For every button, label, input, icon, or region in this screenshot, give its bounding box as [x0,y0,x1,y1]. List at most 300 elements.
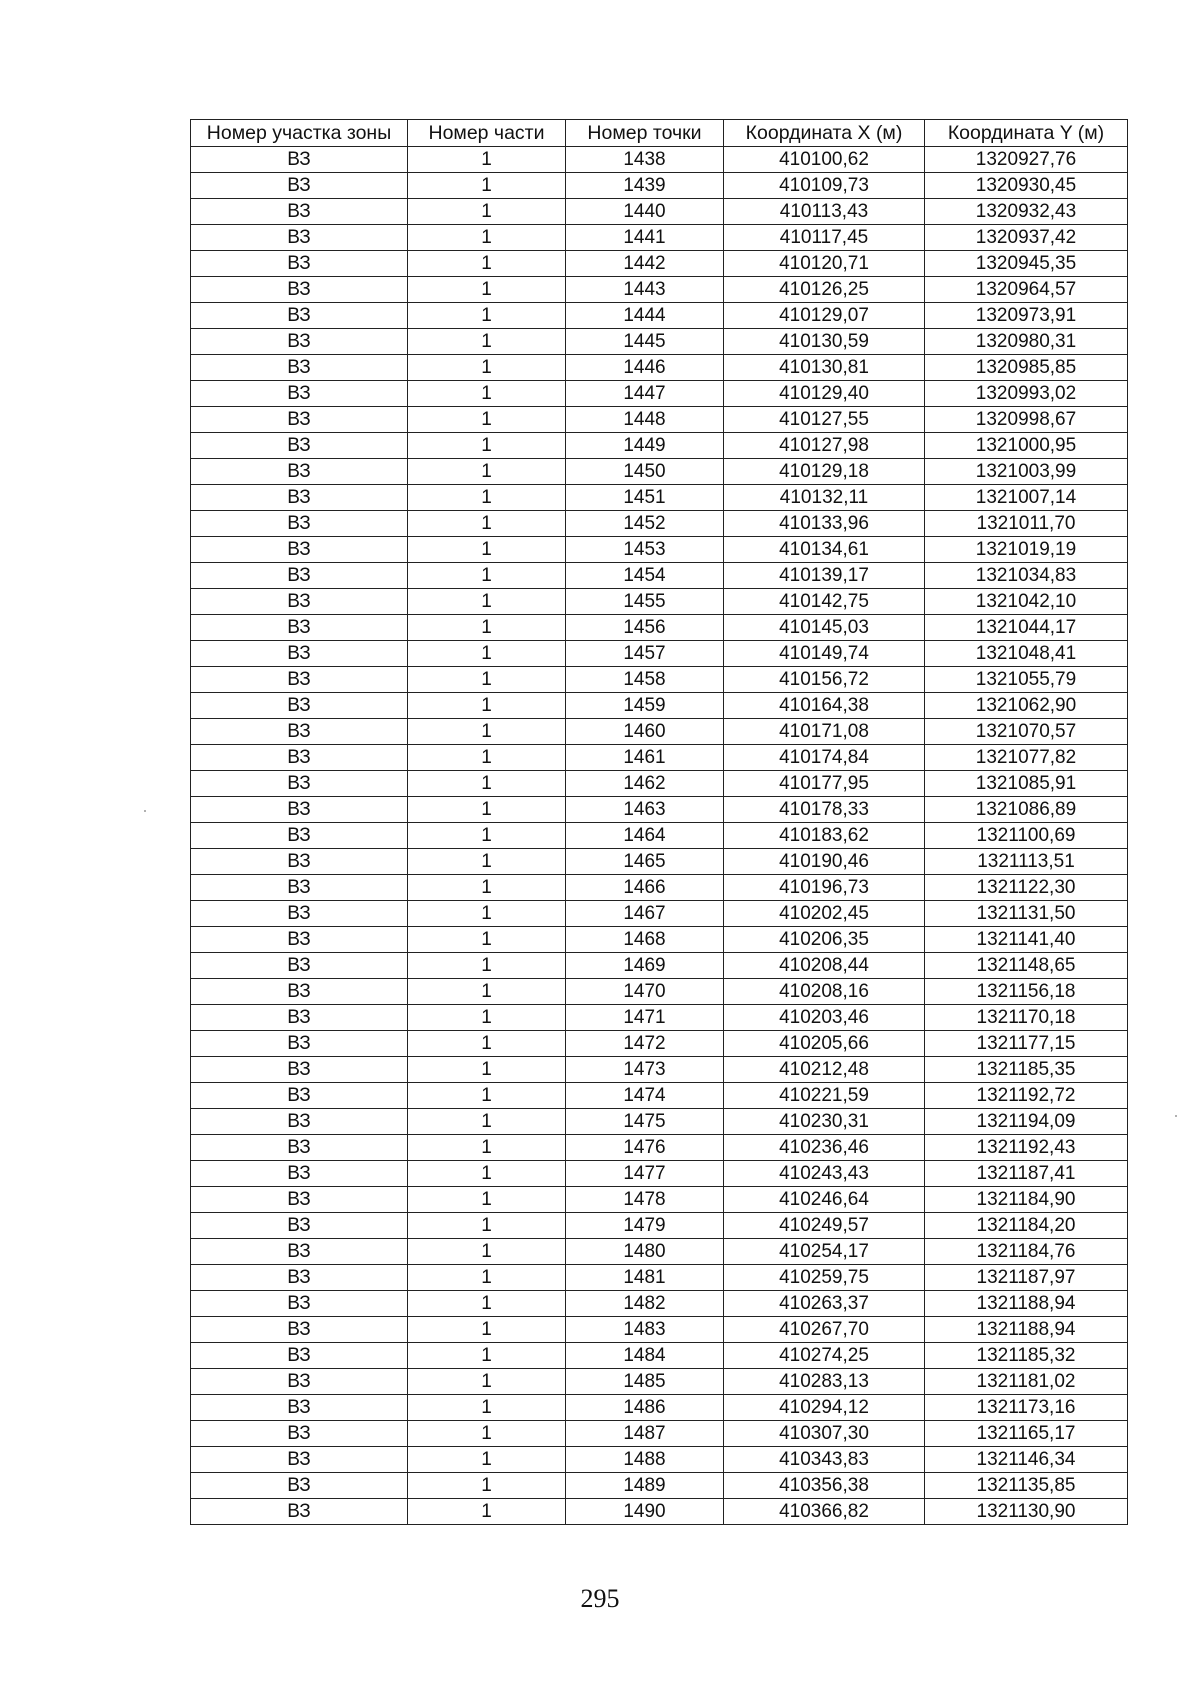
cell-zone-section: ВЗ [191,1005,408,1031]
cell-coordinate-y: 1320930,45 [925,173,1128,199]
coordinates-table [190,119,1128,1525]
cell-zone-section: ВЗ [191,1473,408,1499]
cell-part-number: 1 [408,1421,566,1447]
cell-zone-section: ВЗ [191,745,408,771]
table-row [191,823,1128,849]
cell-point-number: 1447 [566,381,724,407]
cell-coordinate-x: 410205,66 [724,1031,925,1057]
cell-point-number: 1460 [566,719,724,745]
table-row [191,1369,1128,1395]
cell-part-number: 1 [408,901,566,927]
cell-point-number: 1454 [566,563,724,589]
cell-part-number: 1 [408,329,566,355]
header-coordinate-x: Координата X (м) [724,120,925,147]
cell-coordinate-x: 410203,46 [724,1005,925,1031]
table-row [191,1239,1128,1265]
cell-zone-section: ВЗ [191,719,408,745]
cell-coordinate-y: 1321062,90 [925,693,1128,719]
cell-part-number: 1 [408,875,566,901]
cell-coordinate-x: 410142,75 [724,589,925,615]
cell-point-number: 1458 [566,667,724,693]
scan-speck [144,810,146,812]
cell-point-number: 1473 [566,1057,724,1083]
cell-zone-section: ВЗ [191,979,408,1005]
cell-coordinate-x: 410164,38 [724,693,925,719]
cell-coordinate-x: 410230,31 [724,1109,925,1135]
cell-zone-section: ВЗ [191,901,408,927]
header-coordinate-y: Координата Y (м) [925,120,1128,147]
cell-coordinate-y: 1321188,94 [925,1291,1128,1317]
cell-zone-section: ВЗ [191,1109,408,1135]
table-row [191,1421,1128,1447]
cell-part-number: 1 [408,797,566,823]
cell-coordinate-x: 410145,03 [724,615,925,641]
table-row [191,329,1128,355]
cell-coordinate-x: 410283,13 [724,1369,925,1395]
table-row [191,901,1128,927]
cell-zone-section: ВЗ [191,1369,408,1395]
cell-zone-section: ВЗ [191,1265,408,1291]
cell-point-number: 1451 [566,485,724,511]
cell-zone-section: ВЗ [191,1317,408,1343]
cell-coordinate-y: 1321007,14 [925,485,1128,511]
scan-speck [1175,1115,1177,1117]
cell-coordinate-x: 410249,57 [724,1213,925,1239]
cell-coordinate-y: 1321086,89 [925,797,1128,823]
cell-coordinate-y: 1321113,51 [925,849,1128,875]
cell-zone-section: ВЗ [191,537,408,563]
table-row [191,979,1128,1005]
cell-part-number: 1 [408,199,566,225]
cell-part-number: 1 [408,563,566,589]
cell-zone-section: ВЗ [191,1135,408,1161]
cell-zone-section: ВЗ [191,251,408,277]
cell-coordinate-y: 1321000,95 [925,433,1128,459]
cell-coordinate-x: 410202,45 [724,901,925,927]
cell-zone-section: ВЗ [191,303,408,329]
cell-part-number: 1 [408,641,566,667]
table-row [191,1031,1128,1057]
cell-coordinate-x: 410127,55 [724,407,925,433]
cell-point-number: 1453 [566,537,724,563]
cell-point-number: 1456 [566,615,724,641]
cell-coordinate-x: 410263,37 [724,1291,925,1317]
cell-coordinate-y: 1320993,02 [925,381,1128,407]
cell-zone-section: ВЗ [191,953,408,979]
table-header [191,120,1128,147]
table-row [191,277,1128,303]
cell-coordinate-x: 410274,25 [724,1343,925,1369]
table-row [191,511,1128,537]
cell-point-number: 1489 [566,1473,724,1499]
cell-part-number: 1 [408,277,566,303]
cell-coordinate-y: 1320927,76 [925,147,1128,173]
cell-part-number: 1 [408,1161,566,1187]
table-row [191,199,1128,225]
cell-part-number: 1 [408,667,566,693]
table-row [191,1343,1128,1369]
cell-coordinate-x: 410129,07 [724,303,925,329]
cell-part-number: 1 [408,1057,566,1083]
cell-zone-section: ВЗ [191,771,408,797]
table-row [191,1083,1128,1109]
cell-point-number: 1443 [566,277,724,303]
cell-coordinate-y: 1321192,43 [925,1135,1128,1161]
table-row [191,147,1128,173]
cell-part-number: 1 [408,303,566,329]
cell-point-number: 1486 [566,1395,724,1421]
cell-part-number: 1 [408,979,566,1005]
cell-coordinate-y: 1321122,30 [925,875,1128,901]
table-row [191,433,1128,459]
cell-point-number: 1484 [566,1343,724,1369]
header-row [191,120,1128,147]
cell-part-number: 1 [408,1395,566,1421]
cell-coordinate-x: 410236,46 [724,1135,925,1161]
cell-zone-section: ВЗ [191,615,408,641]
cell-part-number: 1 [408,823,566,849]
cell-point-number: 1465 [566,849,724,875]
table-row [191,355,1128,381]
cell-zone-section: ВЗ [191,1031,408,1057]
cell-coordinate-y: 1320980,31 [925,329,1128,355]
cell-coordinate-y: 1321187,41 [925,1161,1128,1187]
cell-zone-section: ВЗ [191,459,408,485]
cell-coordinate-x: 410129,18 [724,459,925,485]
cell-coordinate-y: 1321085,91 [925,771,1128,797]
table-row [191,1473,1128,1499]
cell-zone-section: ВЗ [191,485,408,511]
header-zone-section: Номер участка зоны [191,120,408,147]
cell-coordinate-x: 410130,81 [724,355,925,381]
table-row [191,641,1128,667]
cell-part-number: 1 [408,381,566,407]
table-row [191,537,1128,563]
cell-part-number: 1 [408,1005,566,1031]
cell-point-number: 1490 [566,1499,724,1525]
cell-part-number: 1 [408,1187,566,1213]
cell-point-number: 1455 [566,589,724,615]
cell-coordinate-x: 410109,73 [724,173,925,199]
cell-zone-section: ВЗ [191,641,408,667]
cell-zone-section: ВЗ [191,1343,408,1369]
cell-coordinate-y: 1321165,17 [925,1421,1128,1447]
cell-coordinate-y: 1321148,65 [925,953,1128,979]
cell-coordinate-x: 410267,70 [724,1317,925,1343]
cell-part-number: 1 [408,1343,566,1369]
cell-point-number: 1481 [566,1265,724,1291]
table-row [191,1447,1128,1473]
table-row [191,1265,1128,1291]
cell-coordinate-y: 1321034,83 [925,563,1128,589]
cell-zone-section: ВЗ [191,277,408,303]
cell-zone-section: ВЗ [191,875,408,901]
cell-coordinate-y: 1321019,19 [925,537,1128,563]
cell-part-number: 1 [408,589,566,615]
cell-coordinate-x: 410307,30 [724,1421,925,1447]
cell-point-number: 1478 [566,1187,724,1213]
cell-coordinate-y: 1321011,70 [925,511,1128,537]
cell-coordinate-x: 410183,62 [724,823,925,849]
cell-zone-section: ВЗ [191,823,408,849]
cell-part-number: 1 [408,173,566,199]
table-row [191,693,1128,719]
table-row [191,1395,1128,1421]
cell-coordinate-x: 410139,17 [724,563,925,589]
table-row [191,173,1128,199]
cell-point-number: 1469 [566,953,724,979]
cell-coordinate-x: 410254,17 [724,1239,925,1265]
cell-coordinate-y: 1321100,69 [925,823,1128,849]
cell-zone-section: ВЗ [191,225,408,251]
cell-zone-section: ВЗ [191,1083,408,1109]
cell-zone-section: ВЗ [191,563,408,589]
cell-coordinate-y: 1321188,94 [925,1317,1128,1343]
cell-coordinate-y: 1321156,18 [925,979,1128,1005]
cell-coordinate-x: 410243,43 [724,1161,925,1187]
table-row [191,745,1128,771]
table-row [191,719,1128,745]
page-number: 295 [580,1584,620,1613]
cell-coordinate-x: 410366,82 [724,1499,925,1525]
table-row [191,1317,1128,1343]
cell-zone-section: ВЗ [191,1187,408,1213]
cell-point-number: 1482 [566,1291,724,1317]
cell-point-number: 1449 [566,433,724,459]
cell-zone-section: ВЗ [191,1161,408,1187]
cell-zone-section: ВЗ [191,797,408,823]
table-row [191,953,1128,979]
cell-coordinate-x: 410190,46 [724,849,925,875]
cell-coordinate-y: 1321042,10 [925,589,1128,615]
cell-coordinate-x: 410208,44 [724,953,925,979]
cell-coordinate-x: 410134,61 [724,537,925,563]
table-row [191,1135,1128,1161]
cell-part-number: 1 [408,1083,566,1109]
cell-point-number: 1485 [566,1369,724,1395]
cell-zone-section: ВЗ [191,407,408,433]
cell-zone-section: ВЗ [191,199,408,225]
cell-point-number: 1468 [566,927,724,953]
cell-coordinate-x: 410149,74 [724,641,925,667]
cell-coordinate-x: 410133,96 [724,511,925,537]
cell-point-number: 1461 [566,745,724,771]
table-row [191,1187,1128,1213]
cell-part-number: 1 [408,849,566,875]
cell-point-number: 1476 [566,1135,724,1161]
cell-coordinate-x: 410356,38 [724,1473,925,1499]
cell-zone-section: ВЗ [191,1213,408,1239]
cell-part-number: 1 [408,745,566,771]
cell-point-number: 1440 [566,199,724,225]
cell-coordinate-y: 1321192,72 [925,1083,1128,1109]
cell-zone-section: ВЗ [191,1395,408,1421]
cell-coordinate-x: 410246,64 [724,1187,925,1213]
cell-point-number: 1452 [566,511,724,537]
table-row [191,875,1128,901]
table-row [191,485,1128,511]
cell-zone-section: ВЗ [191,849,408,875]
cell-coordinate-x: 410117,45 [724,225,925,251]
cell-part-number: 1 [408,355,566,381]
cell-part-number: 1 [408,693,566,719]
cell-coordinate-x: 410129,40 [724,381,925,407]
cell-point-number: 1467 [566,901,724,927]
cell-coordinate-y: 1320945,35 [925,251,1128,277]
cell-coordinate-x: 410100,62 [724,147,925,173]
table-row [191,407,1128,433]
cell-point-number: 1477 [566,1161,724,1187]
cell-coordinate-y: 1321185,35 [925,1057,1128,1083]
table-row [191,381,1128,407]
cell-coordinate-x: 410208,16 [724,979,925,1005]
cell-point-number: 1479 [566,1213,724,1239]
table-row [191,251,1128,277]
table-row [191,1499,1128,1525]
cell-zone-section: ВЗ [191,667,408,693]
cell-part-number: 1 [408,251,566,277]
cell-coordinate-y: 1321184,90 [925,1187,1128,1213]
cell-coordinate-x: 410196,73 [724,875,925,901]
cell-part-number: 1 [408,1213,566,1239]
cell-part-number: 1 [408,1265,566,1291]
table-row [191,563,1128,589]
table-row [191,667,1128,693]
cell-point-number: 1470 [566,979,724,1005]
cell-point-number: 1463 [566,797,724,823]
cell-part-number: 1 [408,459,566,485]
cell-part-number: 1 [408,1317,566,1343]
cell-zone-section: ВЗ [191,589,408,615]
cell-zone-section: ВЗ [191,173,408,199]
cell-coordinate-y: 1321077,82 [925,745,1128,771]
cell-zone-section: ВЗ [191,433,408,459]
cell-point-number: 1446 [566,355,724,381]
cell-zone-section: ВЗ [191,355,408,381]
cell-point-number: 1472 [566,1031,724,1057]
cell-coordinate-x: 410294,12 [724,1395,925,1421]
table-row [191,589,1128,615]
table-row [191,771,1128,797]
cell-point-number: 1480 [566,1239,724,1265]
table-row [191,797,1128,823]
cell-part-number: 1 [408,537,566,563]
cell-coordinate-x: 410113,43 [724,199,925,225]
cell-part-number: 1 [408,927,566,953]
cell-zone-section: ВЗ [191,147,408,173]
cell-zone-section: ВЗ [191,693,408,719]
cell-zone-section: ВЗ [191,329,408,355]
cell-part-number: 1 [408,1499,566,1525]
cell-zone-section: ВЗ [191,1239,408,1265]
cell-coordinate-y: 1321048,41 [925,641,1128,667]
cell-coordinate-x: 410132,11 [724,485,925,511]
cell-coordinate-x: 410221,59 [724,1083,925,1109]
cell-point-number: 1441 [566,225,724,251]
cell-point-number: 1474 [566,1083,724,1109]
cell-coordinate-y: 1321184,76 [925,1239,1128,1265]
cell-part-number: 1 [408,1239,566,1265]
cell-part-number: 1 [408,719,566,745]
cell-part-number: 1 [408,433,566,459]
table-row [191,303,1128,329]
cell-part-number: 1 [408,1473,566,1499]
cell-coordinate-x: 410130,59 [724,329,925,355]
cell-zone-section: ВЗ [191,1499,408,1525]
cell-coordinate-y: 1321184,20 [925,1213,1128,1239]
cell-part-number: 1 [408,1135,566,1161]
cell-coordinate-y: 1320998,67 [925,407,1128,433]
table-row [191,1213,1128,1239]
cell-point-number: 1475 [566,1109,724,1135]
cell-point-number: 1439 [566,173,724,199]
table-row [191,225,1128,251]
cell-part-number: 1 [408,615,566,641]
cell-part-number: 1 [408,485,566,511]
cell-point-number: 1438 [566,147,724,173]
cell-coordinate-y: 1321070,57 [925,719,1128,745]
cell-coordinate-y: 1320973,91 [925,303,1128,329]
cell-point-number: 1442 [566,251,724,277]
table-row [191,927,1128,953]
cell-part-number: 1 [408,407,566,433]
cell-zone-section: ВЗ [191,511,408,537]
cell-point-number: 1487 [566,1421,724,1447]
cell-coordinate-y: 1320964,57 [925,277,1128,303]
cell-coordinate-y: 1321181,02 [925,1369,1128,1395]
cell-part-number: 1 [408,1447,566,1473]
table-row [191,459,1128,485]
cell-coordinate-y: 1321130,90 [925,1499,1128,1525]
cell-part-number: 1 [408,953,566,979]
cell-part-number: 1 [408,771,566,797]
cell-coordinate-y: 1321173,16 [925,1395,1128,1421]
table-row [191,1005,1128,1031]
table-row [191,849,1128,875]
cell-coordinate-y: 1321146,34 [925,1447,1128,1473]
table-row [191,615,1128,641]
cell-point-number: 1448 [566,407,724,433]
cell-coordinate-x: 410212,48 [724,1057,925,1083]
cell-coordinate-x: 410177,95 [724,771,925,797]
cell-coordinate-x: 410206,35 [724,927,925,953]
cell-coordinate-y: 1321044,17 [925,615,1128,641]
cell-zone-section: ВЗ [191,1421,408,1447]
table-row [191,1057,1128,1083]
cell-coordinate-y: 1321131,50 [925,901,1128,927]
cell-coordinate-y: 1321135,85 [925,1473,1128,1499]
cell-point-number: 1457 [566,641,724,667]
cell-part-number: 1 [408,511,566,537]
cell-part-number: 1 [408,1109,566,1135]
cell-zone-section: ВЗ [191,1057,408,1083]
cell-coordinate-y: 1321187,97 [925,1265,1128,1291]
cell-point-number: 1488 [566,1447,724,1473]
cell-coordinate-x: 410127,98 [724,433,925,459]
cell-zone-section: ВЗ [191,1447,408,1473]
cell-coordinate-x: 410259,75 [724,1265,925,1291]
cell-coordinate-y: 1321141,40 [925,927,1128,953]
cell-point-number: 1459 [566,693,724,719]
cell-part-number: 1 [408,225,566,251]
cell-point-number: 1444 [566,303,724,329]
cell-coordinate-y: 1321055,79 [925,667,1128,693]
header-point-number: Номер точки [566,120,724,147]
cell-coordinate-x: 410120,71 [724,251,925,277]
header-part-number: Номер части [408,120,566,147]
cell-zone-section: ВЗ [191,381,408,407]
cell-zone-section: ВЗ [191,1291,408,1317]
